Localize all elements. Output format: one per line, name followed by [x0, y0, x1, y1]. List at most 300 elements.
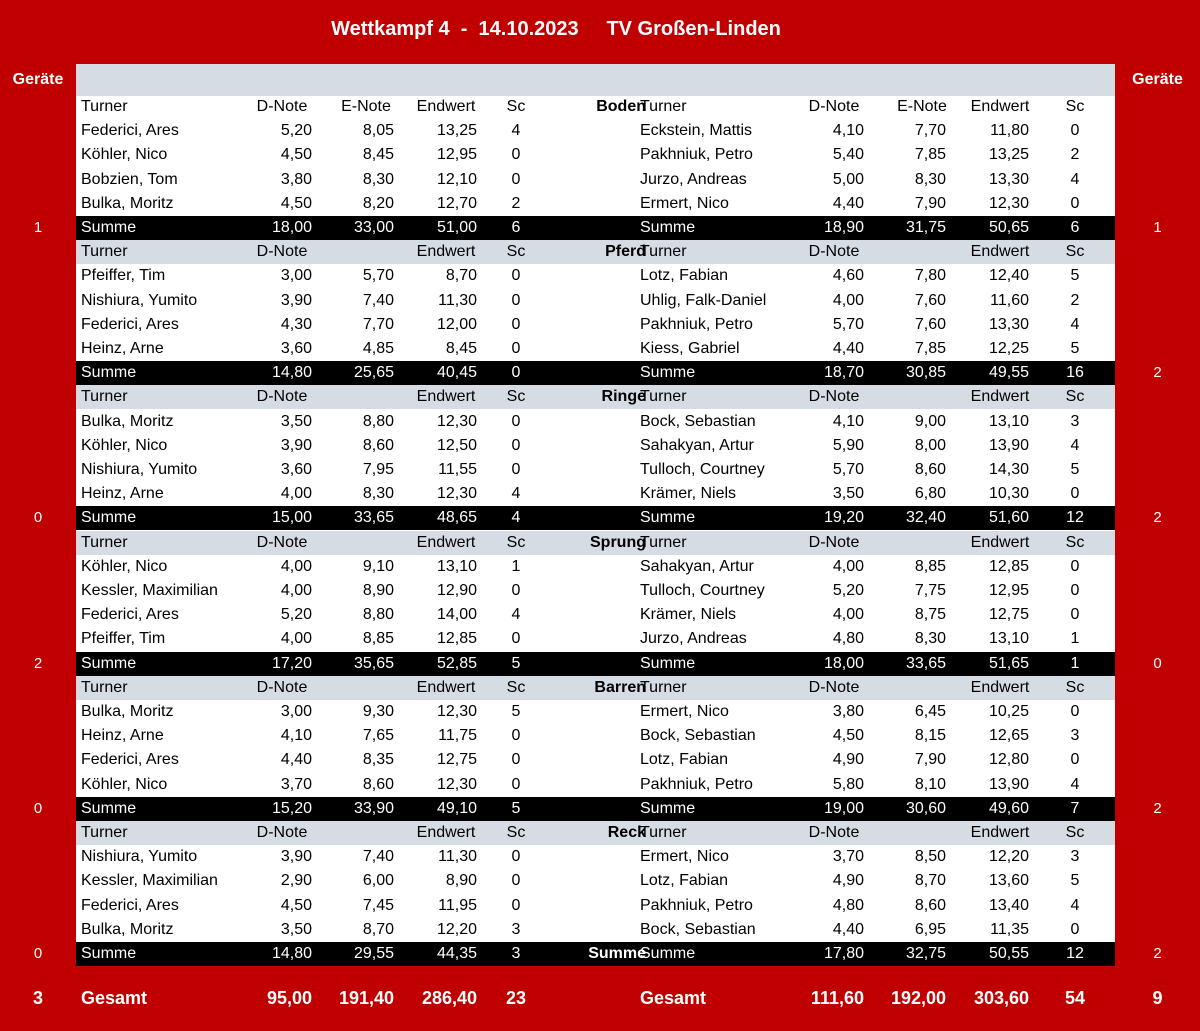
endwert-left: 11,95	[438, 897, 477, 914]
gymnast-name-right: Tulloch, Courtney	[640, 582, 765, 599]
endwert-right: 12,80	[988, 751, 1029, 768]
d-note-right: 4,80	[832, 897, 864, 914]
sum-row	[76, 361, 1115, 385]
d-note-right: 4,00	[832, 558, 864, 575]
sc-left: 0	[511, 461, 521, 478]
gymnast-name-right: Ermert, Nico	[640, 195, 729, 212]
sc-left: 0	[511, 340, 521, 357]
gymnast-name-left: Heinz, Arne	[81, 340, 164, 357]
gymnast-name-right: Jurzo, Andreas	[640, 630, 747, 647]
sc-left: 0	[511, 897, 521, 914]
sc-right: 0	[1070, 703, 1080, 720]
right-total-end: 303,60	[973, 988, 1029, 1008]
sum-end-right: 51,65	[988, 655, 1029, 672]
e-note-left: 8,60	[362, 437, 394, 454]
sc-left: 0	[511, 437, 521, 454]
table-top-band	[76, 64, 1115, 96]
sum-d-left: 17,20	[271, 655, 312, 672]
sc-right: 4	[1070, 897, 1080, 914]
e-note-left: 6,00	[362, 872, 394, 889]
header-row	[76, 385, 1115, 409]
d-note-left: 4,00	[280, 485, 312, 502]
header-endwert-right: Endwert	[970, 243, 1030, 260]
sum-d-left: 15,20	[271, 800, 312, 817]
header-endwert-left: Endwert	[416, 388, 476, 405]
gymnast-name-right: Ermert, Nico	[640, 848, 729, 865]
gymnast-name-left: Federici, Ares	[81, 606, 179, 623]
sum-end-right: 51,60	[988, 509, 1029, 526]
left-geraete-header: Geräte	[12, 71, 64, 88]
header-endwert-right: Endwert	[970, 388, 1030, 405]
e-note-left: 8,80	[362, 606, 394, 623]
sum-e-left: 25,65	[353, 364, 394, 381]
endwert-right: 13,90	[988, 776, 1029, 793]
endwert-right: 13,90	[988, 437, 1029, 454]
sc-right: 4	[1070, 171, 1080, 188]
sc-right: 3	[1070, 413, 1080, 430]
endwert-left: 12,30	[436, 413, 477, 430]
e-note-left: 8,05	[362, 122, 394, 139]
table-row	[76, 143, 1115, 167]
e-note-left: 8,35	[362, 751, 394, 768]
table-row	[76, 482, 1115, 506]
sum-d-right: 18,70	[823, 364, 864, 381]
table-row	[76, 918, 1115, 942]
sum-sc-right: 12	[1066, 945, 1084, 962]
e-note-left: 9,10	[362, 558, 394, 575]
gymnast-name-left: Köhler, Nico	[81, 776, 168, 793]
endwert-right: 13,30	[988, 316, 1029, 333]
d-note-right: 4,50	[832, 727, 864, 744]
table-row	[76, 603, 1115, 627]
header-endwert-left: Endwert	[416, 679, 476, 696]
gymnast-name-left: Köhler, Nico	[81, 146, 168, 163]
gymnast-name-right: Bock, Sebastian	[640, 921, 756, 938]
sum-row	[76, 216, 1115, 240]
e-note-right: 7,75	[914, 582, 946, 599]
sum-e-left: 33,90	[353, 800, 394, 817]
gymnast-name-right: Ermert, Nico	[640, 703, 729, 720]
endwert-right: 13,60	[988, 872, 1029, 889]
endwert-left: 8,45	[445, 340, 477, 357]
d-note-right: 3,70	[832, 848, 864, 865]
d-note-right: 4,10	[832, 413, 864, 430]
sum-end-left: 51,00	[436, 219, 477, 236]
header-turner-right: Turner	[640, 534, 687, 551]
header-d-note-left: D-Note	[256, 243, 308, 260]
endwert-right: 12,95	[988, 582, 1029, 599]
sum-d-right: 19,00	[823, 800, 864, 817]
table-row	[76, 869, 1115, 893]
sum-d-left: 14,80	[271, 364, 312, 381]
d-note-left: 3,70	[280, 776, 312, 793]
d-note-right: 4,40	[832, 340, 864, 357]
sc-right: 2	[1070, 292, 1080, 309]
left-total-points: 3	[32, 988, 43, 1008]
e-note-right: 8,00	[914, 437, 946, 454]
sc-right: 1	[1070, 630, 1080, 647]
header-sc-right: Sc	[1065, 679, 1085, 696]
d-note-left: 4,00	[280, 630, 312, 647]
table-row	[76, 579, 1115, 603]
header-endwert-right: Endwert	[970, 534, 1030, 551]
gymnast-name-left: Federici, Ares	[81, 897, 179, 914]
gymnast-name-right: Jurzo, Andreas	[640, 171, 747, 188]
sc-right: 5	[1070, 872, 1080, 889]
header-endwert-left: Endwert	[416, 534, 476, 551]
endwert-left: 11,55	[438, 461, 477, 478]
header-row	[76, 676, 1115, 700]
apparatus-label: Ringe	[601, 388, 646, 405]
d-note-left: 3,00	[280, 267, 312, 284]
right-apparatus-points: 0	[1153, 655, 1162, 672]
gymnast-name-left: Pfeiffer, Tim	[81, 267, 166, 284]
e-note-right: 7,85	[914, 146, 946, 163]
table-row	[76, 748, 1115, 772]
d-note-right: 4,40	[832, 921, 864, 938]
sum-label-right: Summe	[640, 800, 696, 817]
endwert-left: 12,20	[436, 921, 477, 938]
e-note-right: 8,75	[914, 606, 946, 623]
sc-left: 0	[511, 727, 521, 744]
endwert-right: 12,30	[988, 195, 1029, 212]
d-note-left: 5,20	[280, 606, 312, 623]
sum-end-left: 52,85	[436, 655, 477, 672]
sc-right: 0	[1070, 485, 1080, 502]
endwert-left: 12,75	[436, 751, 477, 768]
header-row	[76, 95, 1115, 119]
header-endwert-right: Endwert	[970, 679, 1030, 696]
sc-right: 3	[1070, 727, 1080, 744]
e-note-right: 8,50	[914, 848, 946, 865]
left-apparatus-points: 2	[33, 655, 43, 672]
d-note-left: 4,50	[280, 897, 312, 914]
endwert-left: 14,00	[436, 606, 477, 623]
gymnast-name-left: Federici, Ares	[81, 316, 179, 333]
d-note-left: 4,50	[280, 146, 312, 163]
sc-left: 0	[511, 171, 521, 188]
sc-right: 5	[1070, 267, 1080, 284]
totals-row	[0, 988, 1200, 1014]
sum-label-left: Summe	[81, 655, 137, 672]
left-total-end: 286,40	[421, 988, 477, 1008]
left-total-sc: 23	[505, 988, 527, 1008]
table-row	[76, 894, 1115, 918]
gymnast-name-left: Heinz, Arne	[81, 485, 164, 502]
e-note-right: 7,80	[914, 267, 946, 284]
sc-left: 0	[511, 146, 521, 163]
right-total-sc: 54	[1064, 988, 1086, 1008]
right-apparatus-points: 2	[1153, 364, 1162, 381]
d-note-left: 3,00	[280, 703, 312, 720]
endwert-left: 11,30	[438, 848, 477, 865]
sum-row	[76, 652, 1115, 676]
sc-left: 0	[511, 267, 521, 284]
sum-d-right: 18,90	[823, 219, 864, 236]
gymnast-name-right: Kiess, Gabriel	[640, 340, 740, 357]
d-note-right: 5,40	[832, 146, 864, 163]
table-row	[76, 845, 1115, 869]
endwert-left: 12,30	[436, 485, 477, 502]
header-d-note-right: D-Note	[808, 388, 860, 405]
gymnast-name-left: Nishiura, Yumito	[81, 848, 198, 865]
sc-left: 4	[511, 122, 521, 139]
header-row	[76, 821, 1115, 845]
endwert-right: 12,85	[988, 558, 1029, 575]
sum-sc-right: 6	[1070, 219, 1080, 236]
d-note-left: 4,10	[280, 727, 312, 744]
header-endwert-left: Endwert	[416, 824, 476, 841]
e-note-left: 7,40	[362, 292, 394, 309]
right-apparatus-points: 2	[1153, 945, 1162, 962]
gymnast-name-right: Sahakyan, Artur	[640, 437, 754, 454]
header-e-note-right: E-Note	[897, 98, 947, 115]
sum-label-left: Summe	[81, 219, 137, 236]
sc-right: 4	[1070, 316, 1080, 333]
d-note-right: 5,00	[832, 171, 864, 188]
table-row	[76, 192, 1115, 216]
endwert-right: 13,10	[988, 630, 1029, 647]
sc-left: 0	[511, 292, 521, 309]
left-total-e: 191,40	[338, 988, 394, 1008]
e-note-left: 7,70	[362, 316, 394, 333]
header-sc-left: Sc	[506, 388, 526, 405]
right-total-label: Gesamt	[640, 988, 707, 1008]
d-note-right: 5,20	[832, 582, 864, 599]
sum-sc-right: 1	[1070, 655, 1080, 672]
gymnast-name-left: Köhler, Nico	[81, 437, 168, 454]
gymnast-name-left: Bulka, Moritz	[81, 703, 174, 720]
d-note-left: 5,20	[280, 122, 312, 139]
d-note-left: 4,00	[280, 558, 312, 575]
e-note-left: 9,30	[362, 703, 394, 720]
gymnast-name-left: Köhler, Nico	[81, 558, 168, 575]
page-title: Wettkampf 4 - 14.10.2023 TV Großen-Linden	[331, 18, 781, 40]
apparatus-label: Pferd	[605, 243, 646, 260]
sum-d-left: 14,80	[271, 945, 312, 962]
sc-left: 0	[511, 630, 521, 647]
sum-sc-left: 0	[511, 364, 521, 381]
header-d-note-right: D-Note	[808, 98, 860, 115]
endwert-right: 12,40	[988, 267, 1029, 284]
e-note-left: 8,80	[362, 413, 394, 430]
sum-d-right: 17,80	[823, 945, 864, 962]
sc-left: 0	[511, 776, 521, 793]
sum-row	[76, 506, 1115, 530]
d-note-right: 4,60	[832, 267, 864, 284]
e-note-right: 7,60	[914, 316, 946, 333]
header-turner-left: Turner	[81, 824, 128, 841]
right-apparatus-points: 2	[1153, 509, 1162, 526]
table-row	[76, 458, 1115, 482]
gymnast-name-left: Federici, Ares	[81, 751, 179, 768]
e-note-right: 8,60	[914, 461, 946, 478]
e-note-left: 7,65	[362, 727, 394, 744]
header-sc-right: Sc	[1065, 534, 1085, 551]
e-note-left: 7,40	[362, 848, 394, 865]
gymnast-name-right: Tulloch, Courtney	[640, 461, 765, 478]
endwert-right: 13,10	[988, 413, 1029, 430]
header-turner-left: Turner	[81, 98, 128, 115]
header-turner-right: Turner	[640, 243, 687, 260]
gymnast-name-right: Bock, Sebastian	[640, 413, 756, 430]
apparatus-label: Boden	[596, 98, 646, 115]
sum-e-right: 33,65	[905, 655, 946, 672]
e-note-right: 8,30	[914, 171, 946, 188]
sc-left: 1	[511, 558, 521, 575]
d-note-right: 5,80	[832, 776, 864, 793]
header-row	[76, 531, 1115, 555]
sum-apparatus-label: Summe	[588, 945, 646, 962]
left-apparatus-points: 1	[33, 219, 43, 236]
gymnast-name-right: Pakhniuk, Petro	[640, 316, 753, 333]
gymnast-name-left: Bulka, Moritz	[81, 195, 174, 212]
e-note-left: 8,85	[362, 630, 394, 647]
sum-sc-left: 5	[511, 800, 521, 817]
header-d-note-left: D-Note	[256, 679, 308, 696]
left-total-label: Gesamt	[81, 988, 148, 1008]
sc-left: 4	[511, 485, 521, 502]
sum-row	[76, 942, 1115, 966]
header-d-note-left: D-Note	[256, 388, 308, 405]
header-d-note-left: D-Note	[256, 98, 308, 115]
gymnast-name-right: Krämer, Niels	[640, 606, 737, 623]
sc-left: 0	[511, 751, 521, 768]
d-note-right: 5,70	[832, 316, 864, 333]
table-row	[76, 773, 1115, 797]
gymnast-name-left: Bulka, Moritz	[81, 413, 174, 430]
e-note-right: 9,00	[914, 413, 946, 430]
e-note-left: 8,20	[362, 195, 394, 212]
gymnast-name-left: Kessler, Maximilian	[81, 582, 218, 599]
endwert-left: 11,75	[438, 727, 477, 744]
sum-sc-left: 6	[511, 219, 521, 236]
header-turner-right: Turner	[640, 679, 687, 696]
header-sc-right: Sc	[1065, 388, 1085, 405]
sum-sc-right: 12	[1066, 509, 1084, 526]
gymnast-name-left: Bobzien, Tom	[81, 171, 178, 188]
e-note-left: 5,70	[362, 267, 394, 284]
d-note-left: 4,50	[280, 195, 312, 212]
sum-row	[76, 797, 1115, 821]
sum-label-left: Summe	[81, 509, 137, 526]
d-note-right: 4,00	[832, 292, 864, 309]
header-sc-right: Sc	[1065, 98, 1085, 115]
e-note-right: 6,45	[914, 703, 946, 720]
e-note-left: 8,60	[362, 776, 394, 793]
header-d-note-right: D-Note	[808, 534, 860, 551]
sc-right: 0	[1070, 195, 1080, 212]
e-note-right: 7,70	[914, 122, 946, 139]
header-sc-left: Sc	[506, 98, 526, 115]
e-note-right: 7,90	[914, 751, 946, 768]
sc-right: 3	[1070, 848, 1080, 865]
left-apparatus-points: 0	[33, 945, 43, 962]
gymnast-name-right: Krämer, Niels	[640, 485, 737, 502]
sum-sc-left: 3	[511, 945, 521, 962]
endwert-right: 13,30	[988, 171, 1029, 188]
endwert-right: 12,75	[988, 606, 1029, 623]
table-row	[76, 168, 1115, 192]
sum-label-right: Summe	[640, 219, 696, 236]
d-note-left: 2,90	[280, 872, 312, 889]
sc-right: 0	[1070, 582, 1080, 599]
d-note-right: 4,90	[832, 872, 864, 889]
table-row	[76, 700, 1115, 724]
header-sc-right: Sc	[1065, 243, 1085, 260]
sc-right: 4	[1070, 437, 1080, 454]
sum-sc-left: 4	[511, 509, 521, 526]
header-sc-right: Sc	[1065, 824, 1085, 841]
sc-right: 0	[1070, 751, 1080, 768]
e-note-left: 7,95	[362, 461, 394, 478]
d-note-left: 3,90	[280, 437, 312, 454]
apparatus-label: Sprung	[590, 534, 646, 551]
table-row	[76, 555, 1115, 579]
table-row	[76, 434, 1115, 458]
d-note-right: 5,70	[832, 461, 864, 478]
sum-e-right: 31,75	[905, 219, 946, 236]
apparatus-label: Barren	[594, 679, 646, 696]
sc-right: 5	[1070, 461, 1080, 478]
endwert-right: 14,30	[988, 461, 1029, 478]
e-note-right: 8,60	[914, 897, 946, 914]
header-endwert-right: Endwert	[970, 824, 1030, 841]
e-note-right: 7,90	[914, 195, 946, 212]
d-note-right: 4,40	[832, 195, 864, 212]
left-total-d: 95,00	[266, 988, 312, 1008]
gymnast-name-right: Lotz, Fabian	[640, 751, 729, 768]
endwert-left: 12,30	[436, 703, 477, 720]
endwert-left: 12,85	[436, 630, 477, 647]
d-note-left: 3,80	[280, 171, 312, 188]
gymnast-name-right: Pakhniuk, Petro	[640, 897, 753, 914]
header-sc-left: Sc	[506, 243, 526, 260]
sum-label-right: Summe	[640, 655, 696, 672]
sum-e-left: 33,00	[353, 219, 394, 236]
header-endwert-left: Endwert	[416, 98, 476, 115]
endwert-left: 12,95	[436, 146, 477, 163]
sum-e-right: 30,85	[905, 364, 946, 381]
e-note-right: 6,95	[914, 921, 946, 938]
d-note-right: 3,50	[832, 485, 864, 502]
d-note-left: 3,50	[280, 413, 312, 430]
gymnast-name-right: Uhlig, Falk-Daniel	[640, 292, 767, 309]
sc-left: 0	[511, 582, 521, 599]
d-note-right: 4,00	[832, 606, 864, 623]
sum-d-right: 19,20	[823, 509, 864, 526]
endwert-right: 10,30	[988, 485, 1029, 502]
sum-d-right: 18,00	[823, 655, 864, 672]
right-geraete-header: Geräte	[1132, 71, 1183, 88]
d-note-left: 4,00	[280, 582, 312, 599]
e-note-right: 8,85	[914, 558, 946, 575]
table-row	[76, 313, 1115, 337]
sc-left: 0	[511, 872, 521, 889]
header-sc-left: Sc	[506, 534, 526, 551]
d-note-left: 4,40	[280, 751, 312, 768]
gymnast-name-left: Nishiura, Yumito	[81, 292, 198, 309]
d-note-right: 4,90	[832, 751, 864, 768]
endwert-right: 13,25	[988, 146, 1029, 163]
sum-end-right: 50,55	[988, 945, 1029, 962]
endwert-right: 12,25	[988, 340, 1029, 357]
table-row	[76, 289, 1115, 313]
gymnast-name-right: Pakhniuk, Petro	[640, 146, 753, 163]
d-note-left: 3,60	[280, 461, 312, 478]
header-e-note-left: E-Note	[341, 98, 391, 115]
header-sc-left: Sc	[506, 679, 526, 696]
